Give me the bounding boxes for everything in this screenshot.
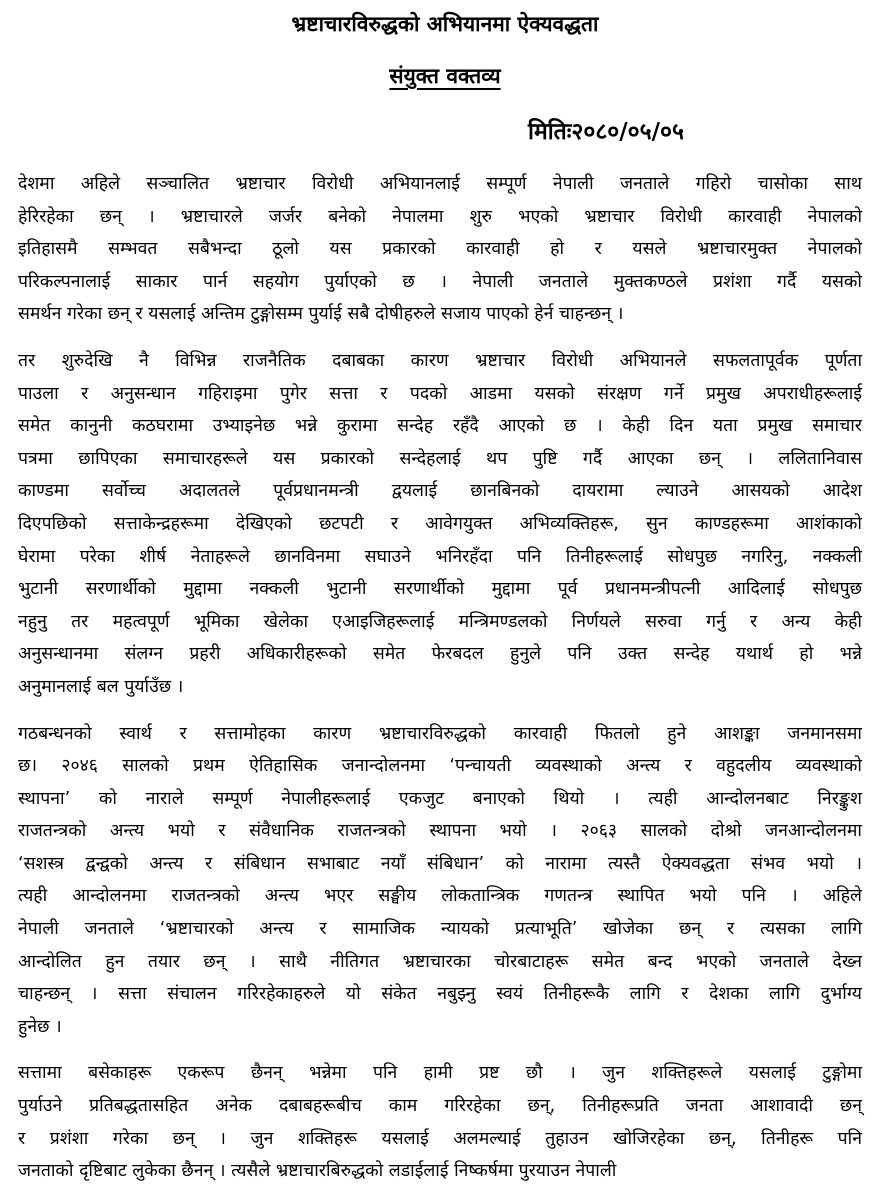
- paragraph: [18, 1057, 862, 1187]
- paragraph-line: भुटानी सरणार्थीको मुद्दामा नक्कली भुटानी सरणार्थीको मुद्दामा पूर्व प्रधानमन्त्रीपत्नी आदिलाई सोधपुछ: [18, 579, 862, 600]
- paragraph-line: समर्थन गरेका छन् र यसलाई अन्तिम टुङ्गोसम्म पुर्याई सबै दोषीहरुले सजाय पाएको हेर्न चाहन्छन् ।: [18, 304, 624, 325]
- paragraph-line: सत्तामा बसेकाहरू एकरूप छैनन् भन्नेमा पनि हामी प्रष्ट छौ । जुन शक्तिहरूले यसलाई टुङ्गोमा: [18, 1063, 862, 1084]
- paragraph-line: समेत कानुनी कठघरामा उभ्याइनेछ भन्ने कुरामा सन्देह रहँदै आएको छ । केही दिन यता प्रमुख समाचार: [18, 416, 862, 437]
- document-title: भ्रष्टाचारविरुद्धको अभियानमा ऐक्यवद्धता: [291, 12, 599, 36]
- paragraph-line: देशमा अहिले सञ्चालित भ्रष्टाचार विरोधी अभियानलाई सम्पूर्ण नेपाली जनताले गहिरो चासोका साथ: [18, 174, 862, 194]
- paragraph-line: अनुसन्धानमा संलग्न प्रहरी अधिकारीहरूको समेत फेरबदल हुनुले पनि उक्त सन्देह यथार्थ हो भन्ने: [18, 644, 862, 665]
- paragraph-line: आन्दोलित हुन तयार छन् । साथै नीतिगत भ्रष्टाचारका चोरबाटाहरू समेत बन्द भएको जनताले देख्न: [18, 951, 862, 972]
- document-subtitle: संयुक्त वक्तव्य: [389, 64, 501, 88]
- document-body: [18, 168, 862, 1202]
- paragraph: [18, 718, 862, 1044]
- document-date: मितिः२०८०/०५/०५: [528, 119, 684, 145]
- paragraph-line: नेपाली जनताले ‘भ्रष्टाचारको अन्त्य र सामाजिक न्यायको प्रत्याभूति’ खोजेका छन् र त्यसका लागि: [18, 919, 862, 940]
- paragraph: [18, 168, 862, 331]
- paragraph-line: गठबन्धनको स्वार्थ र सत्तामोहका कारण भ्रष्टाचारविरुद्धको कारवाही फितलो हुने आशङ्का जनमानसमा: [18, 723, 862, 744]
- paragraph-line: परिकल्पनालाई साकार पार्न सहयोग पुर्याएको छ । नेपाली जनताले मुक्तकण्ठले प्रशंशा गर्दै यसको: [18, 271, 862, 292]
- paragraph-line: चाहन्छन् । सत्ता संचालन गरिरहेकाहरुले यो संकेत नबुझ्नु स्वयं तिनीहरूकै लागि र देशका लागि दुर्भाग्य: [18, 984, 862, 1005]
- paragraph-line: काण्डमा सर्वोच्च अदालतले पूर्वप्रधानमन्त्री द्वयलाई छानबिनको दायरामा ल्याउने आसयको आदेश: [18, 481, 862, 502]
- paragraph-line: स्थापना’ को नाराले सम्पूर्ण नेपालीहरूलाई एकजुट बनाएको थियो । त्यही आन्दोलनबाट निरङ्कुश: [18, 788, 862, 809]
- paragraph-line: हेरिरहेका छन् । भ्रष्टाचारले जर्जर बनेको नेपालमा शुरु भएको भ्रष्टाचार विरोधी कारवाही नेपालको: [18, 206, 862, 227]
- paragraph-line: अनुमानलाई बल पुर्याउँछ ।: [18, 676, 184, 697]
- paragraph-line: तर शुरुदेखि नै विभिन्न राजनैतिक दबाबका कारण भ्रष्टाचार विरोधी अभियानले सफलतापूर्वक पूर्णता: [18, 350, 862, 371]
- paragraph-line: त्यही आन्दोलनमा राजतन्त्रको अन्त्य भएर सङ्घीय लोकतान्त्रिक गणतन्त्र स्थापित भयो पनि । अहिले: [18, 886, 862, 907]
- paragraph-line: जनताको दृष्टिबाट लुकेका छैनन् । त्यसैले भ्रष्टाचारबिरुद्धको लडाईलाई निष्कर्षमा पुरयाउन नेपाली: [18, 1161, 617, 1182]
- paragraph: [18, 345, 862, 704]
- paragraph-line: हुनेछ ।: [18, 1016, 62, 1037]
- paragraph-line: ‘सशस्त्र द्वन्द्वको अन्त्य र संबिधान सभाबाट नयाँ संबिधान’ को नारामा त्यस्तै ऐक्यवद्धता संभव भयो ।: [18, 853, 862, 874]
- paragraph-line: घेरामा परेका शीर्ष नेताहरूले छानविनमा सघाउने भनिरहँदा पनि तिनीहरूलाई सोधपुछ नगरिनु, नक्कली: [18, 546, 862, 567]
- paragraph-line: दिएपछिको सत्ताकेन्द्रहरूमा देखिएको छटपटी र आवेगयुक्त अभिव्यक्तिहरू, सुन काण्डहरूमा आशंकाको: [18, 513, 862, 534]
- paragraph-line: राजतन्त्रको अन्त्य भयो र संवैधानिक राजतन्त्रको स्थापना भयो । २०६३ सालको दोश्रो जनआन्दोलनमा: [18, 821, 862, 842]
- paragraph-line: पुर्याउने प्रतिबद्धतासहित अनेक दबाबहरूबीच काम गरिरहेका छन्, तिनीहरूप्रति जनता आशावादी छन्: [18, 1096, 862, 1117]
- paragraph-line: छ। २०४६ सालको प्रथम ऐतिहासिक जनान्दोलनमा ‘पन्चायती व्यवस्थाको अन्त्य र वहुदलीय व्यवस्थाको: [18, 756, 862, 777]
- paragraph-line: इतिहासमै सम्भवत सबैभन्दा ठूलो यस प्रकारको कारवाही हो र यसले भ्रष्टाचारमुक्त नेपालको: [18, 239, 862, 260]
- paragraph-line: पाउला र अनुसन्धान गहिराइमा पुगेर सत्ता र पदको आडमा यसको संरक्षण गर्ने प्रमुख अपराधीहरूलाई: [18, 383, 862, 404]
- paragraph-line: र प्रशंशा गरेका छन् । जुन शक्तिहरू यसलाई अलमल्याई तुहाउन खोजिरहेका छन्, तिनीहरू पनि: [18, 1128, 862, 1149]
- paragraph-line: पत्रमा छापिएका समाचारहरूले यस प्रकारको सन्देहलाई थप पुष्टि गर्दै आएका छन् । ललितानिवास: [18, 448, 862, 469]
- paragraph-line: नहुनु तर महत्वपूर्ण भूमिका खेलेका एआइजिहरूलाई मन्त्रिमण्डलको निर्णयले सरुवा गर्नु र अन्य केही: [18, 611, 862, 632]
